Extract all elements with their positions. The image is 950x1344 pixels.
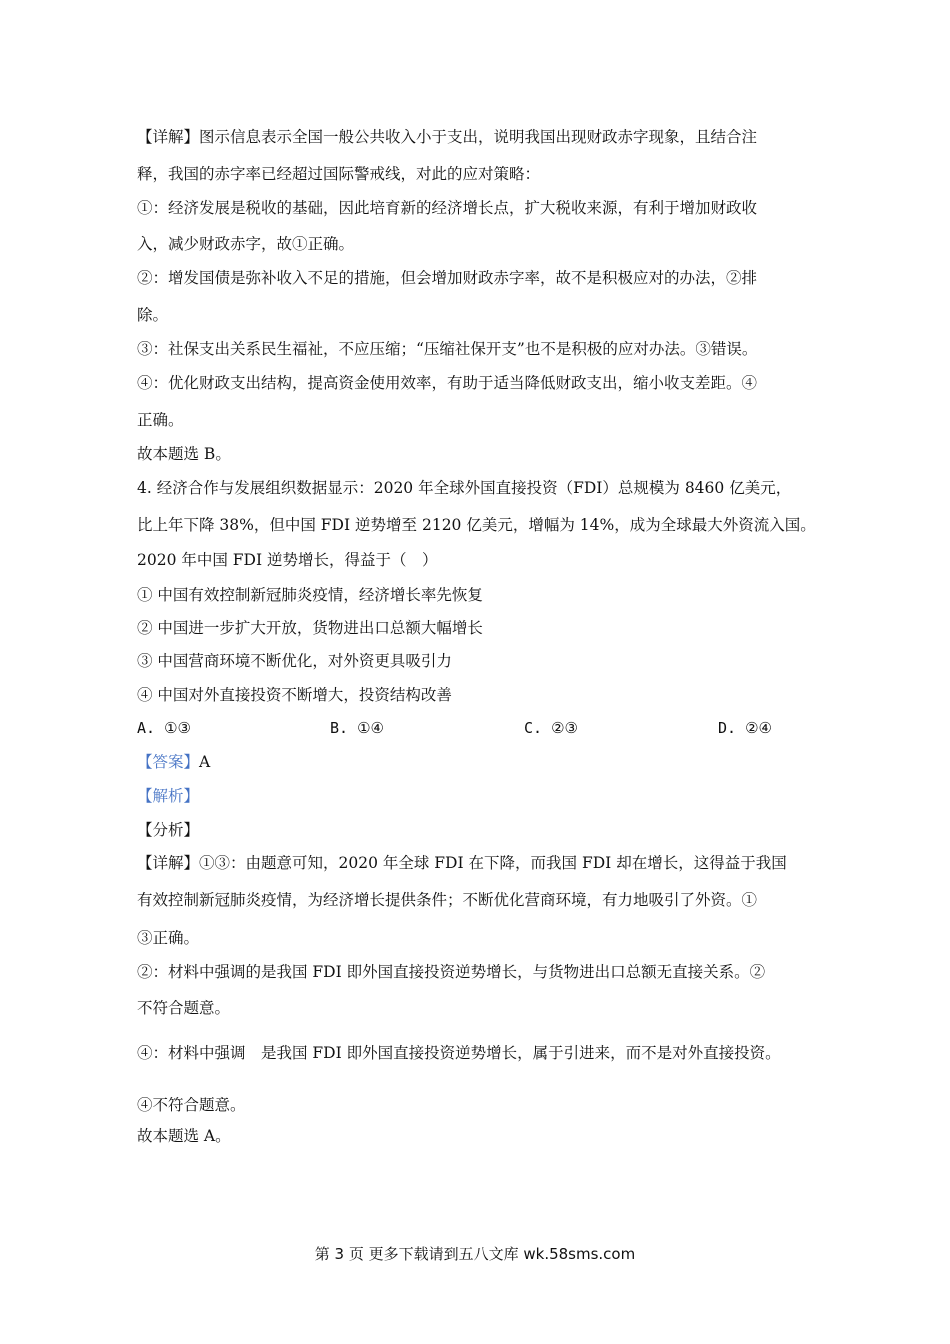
detail-line: 有效控制新冠肺炎疫情，为经济增长提供条件；不断优化营商环境，有力地吸引了外资。① xyxy=(137,891,758,909)
question-item: ① 中国有效控制新冠肺炎疫情，经济增长率先恢复 xyxy=(137,586,483,604)
question-item: ④ 中国对外直接投资不断增大，投资结构改善 xyxy=(137,686,452,704)
conclusion: 故本题选 A。 xyxy=(137,1127,231,1145)
answer-tag: 【答案】 xyxy=(137,753,200,771)
question-stem: 2020 年中国 FDI 逆势增长，得益于（ ） xyxy=(137,551,438,569)
point-2-line: 除。 xyxy=(137,306,169,324)
analysis-tag: 【解析】 xyxy=(137,787,200,805)
detail-4-line: ④：材料中强调 是我国 FDI 即外国直接投资逆势增长，属于引进来，而不是对外直接投资。 xyxy=(137,1044,781,1062)
detail-line: 【详解】图示信息表示全国一般公共收入小于支出，说明我国出现财政赤字现象，且结合注 xyxy=(137,128,758,146)
question-item: ② 中国进一步扩大开放，货物进出口总额大幅增长 xyxy=(137,619,483,637)
option-b: B. ①④ xyxy=(330,719,384,737)
question-stem: 4. 经济合作与发展组织数据显示：2020 年全球外国直接投资（FDI）总规模为 8460 亿美元， xyxy=(137,479,792,497)
answer-line xyxy=(137,752,210,772)
detail-2-line: ②：材料中强调的是我国 FDI 即外国直接投资逆势增长，与货物进出口总额无直接关系。② xyxy=(137,963,766,981)
point-3-line: ③：社保支出关系民生福祉，不应压缩；“压缩社保开支”也不是积极的应对办法。③错误。 xyxy=(137,340,758,358)
detail-line: 释，我国的赤字率已经超过国际警戒线，对此的应对策略： xyxy=(137,165,541,183)
detail-4-line: ④不符合题意。 xyxy=(137,1096,246,1114)
page-footer: 第 3 页 更多下载请到五八文库 wk.58sms.com xyxy=(314,1245,636,1263)
detail-2-line: 不符合题意。 xyxy=(137,999,231,1017)
option-d: D. ②④ xyxy=(718,719,772,737)
point-2-line: ②：增发国债是弥补收入不足的措施，但会增加财政赤字率，故不是积极应对的办法，②排 xyxy=(137,269,758,287)
detail-line: 【详解】①③：由题意可知，2020 年全球 FDI 在下降，而我国 FDI 却在增长，这得益于我国 xyxy=(137,854,787,872)
question-stem: 比上年下降 38%，但中国 FDI 逆势增至 2120 亿美元，增幅为 14%，成为全球最大外资流入国。 xyxy=(137,516,816,534)
conclusion: 故本题选 B。 xyxy=(137,445,231,463)
option-c: C. ②③ xyxy=(524,719,578,737)
point-1-line: 入，减少财政赤字，故①正确。 xyxy=(137,235,355,253)
point-4-line: 正确。 xyxy=(137,411,184,429)
detail-line: ③正确。 xyxy=(137,929,200,947)
question-item: ③ 中国营商环境不断优化，对外资更具吸引力 xyxy=(137,652,452,670)
option-a: A. ①③ xyxy=(137,719,191,737)
point-1-line: ①：经济发展是税收的基础，因此培育新的经济增长点，扩大税收来源，有利于增加财政收 xyxy=(137,199,758,217)
point-4-line: ④：优化财政支出结构，提高资金使用效率，有助于适当降低财政支出，缩小收支差距。④ xyxy=(137,374,758,392)
answer-value: A xyxy=(199,753,211,771)
fenxi-tag: 【分析】 xyxy=(137,821,200,839)
